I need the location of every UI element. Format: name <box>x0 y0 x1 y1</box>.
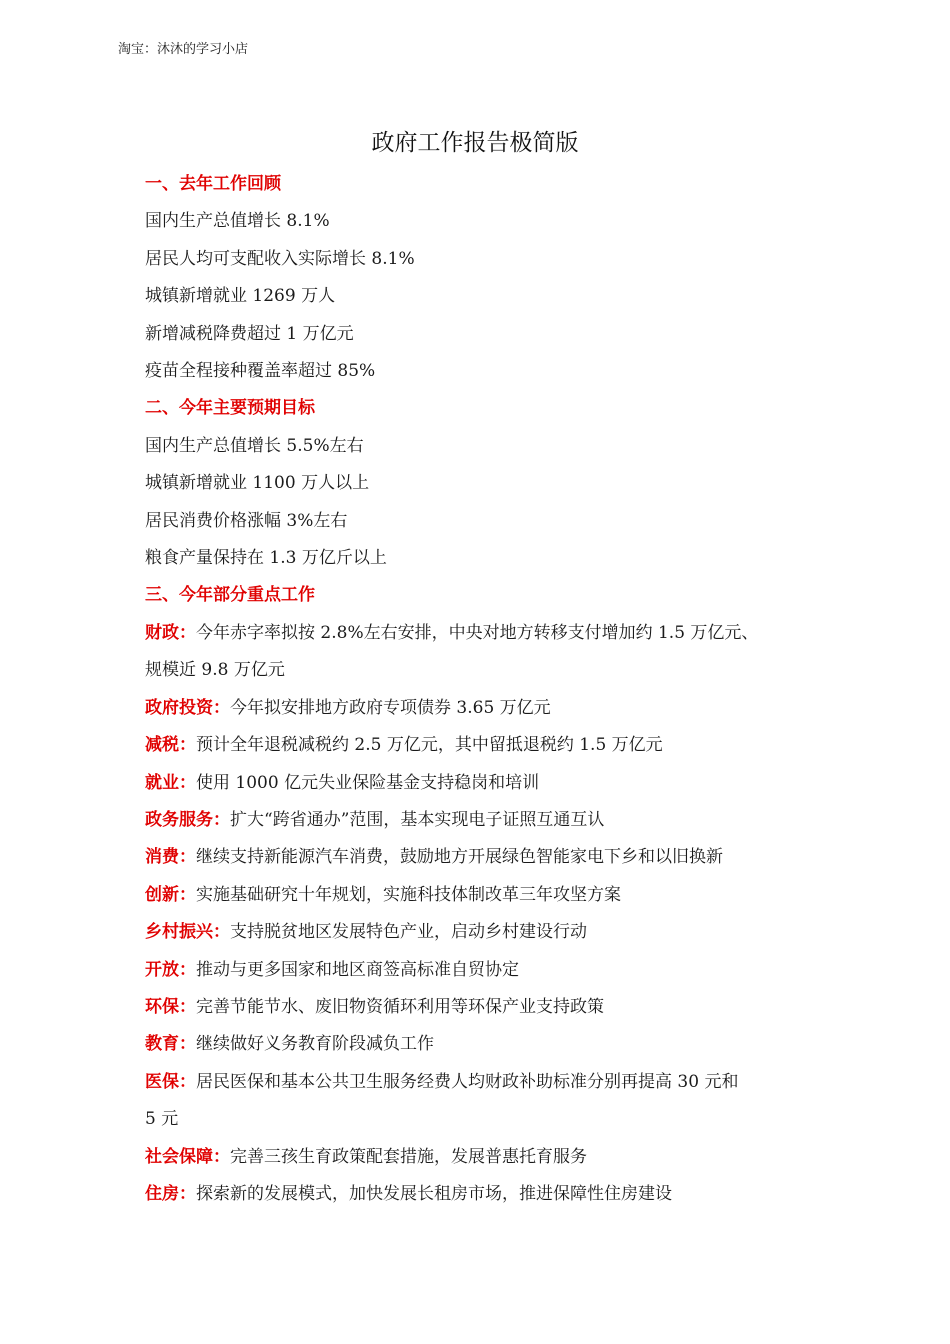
work-item-text: 完善节能节水、废旧物资循环利用等环保产业支持政策 <box>196 996 604 1017</box>
work-item-text: 支持脱贫地区发展特色产业，启动乡村建设行动 <box>230 922 587 943</box>
work-item-key: 创新： <box>145 884 196 905</box>
shop-header: 淘宝：沐沐的学习小店 <box>118 42 249 57</box>
work-item-key: 减税： <box>145 735 196 756</box>
work-item-text: 今年拟安排地方政府专项债券 3.65 万亿元 <box>230 697 551 718</box>
work-item-investment <box>145 690 825 727</box>
review-item: 疫苗全程接种覆盖率超过 85% <box>145 361 376 382</box>
work-item-environment <box>145 989 825 1026</box>
work-item-text: 今年赤字率拟按 2.8%左右安排，中央对地方转移支付增加约 1.5 万亿元、 <box>196 622 759 643</box>
target-item: 粮食产量保持在 1.3 万亿斤以上 <box>145 548 387 569</box>
work-item-text: 推动与更多国家和地区商签高标准自贸协定 <box>196 959 519 980</box>
target-item: 居民消费价格涨幅 3%左右 <box>145 510 348 531</box>
work-item-key: 就业： <box>145 772 196 793</box>
work-item-tax <box>145 727 825 764</box>
section-heading-review: 一、去年工作回顾 <box>145 174 281 194</box>
work-item-text: 居民医保和基本公共卫生服务经费人均财政补助标准分别再提高 30 元和 <box>196 1071 739 1092</box>
work-item-text: 继续做好义务教育阶段减负工作 <box>196 1034 434 1055</box>
work-item-text: 扩大“跨省通办”范围，基本实现电子证照互通互认 <box>230 809 605 830</box>
work-item-key: 社会保障： <box>145 1146 230 1167</box>
review-item: 国内生产总值增长 8.1% <box>145 211 330 232</box>
review-item: 居民人均可支配收入实际增长 8.1% <box>145 248 415 269</box>
section-heading-targets: 二、今年主要预期目标 <box>145 398 315 419</box>
work-item-text: 探索新的发展模式，加快发展长租房市场，推进保障性住房建设 <box>196 1183 672 1204</box>
section-heading-key-work: 三、今年部分重点工作 <box>145 585 315 606</box>
work-item-key: 教育： <box>145 1034 196 1055</box>
work-item-rural <box>145 914 825 951</box>
work-item-key: 住房： <box>145 1183 196 1204</box>
work-item-consumption <box>145 839 825 876</box>
work-item-key: 环保： <box>145 996 196 1017</box>
work-item-key: 政府投资： <box>145 697 230 718</box>
work-item-text: 实施基础研究十年规划，实施科技体制改革三年攻坚方案 <box>196 884 621 905</box>
work-item-text-continued: 5 元 <box>145 1109 179 1130</box>
work-item-key: 消费： <box>145 847 196 868</box>
work-item-education <box>145 1026 825 1063</box>
work-item-housing <box>145 1176 825 1213</box>
work-item-text: 继续支持新能源汽车消费，鼓励地方开展绿色智能家电下乡和以旧换新 <box>196 847 723 868</box>
work-item-medical <box>145 1064 825 1139</box>
work-item-key: 乡村振兴： <box>145 922 230 943</box>
work-item-text: 完善三孩生育政策配套措施，发展普惠托育服务 <box>230 1146 587 1167</box>
work-item-finance <box>145 615 825 690</box>
review-item: 城镇新增就业 1269 万人 <box>145 286 336 307</box>
work-item-key: 医保： <box>145 1071 196 1092</box>
document-title: 政府工作报告极简版 <box>371 130 579 156</box>
work-item-innovation <box>145 877 825 914</box>
target-item: 国内生产总值增长 5.5%左右 <box>145 435 364 456</box>
review-item: 新增减税降费超过 1 万亿元 <box>145 323 354 344</box>
work-item-key: 开放： <box>145 959 196 980</box>
work-item-employment <box>145 765 825 802</box>
work-item-key: 政务服务： <box>145 809 230 830</box>
work-item-opening <box>145 952 825 989</box>
document-body <box>145 166 825 1213</box>
work-item-text: 预计全年退税减税约 2.5 万亿元，其中留抵退税约 1.5 万亿元 <box>196 735 663 756</box>
work-item-key: 财政： <box>145 622 196 643</box>
work-item-text: 使用 1000 亿元失业保险基金支持稳岗和培训 <box>196 772 540 793</box>
target-item: 城镇新增就业 1100 万人以上 <box>145 473 370 494</box>
work-item-gov-services <box>145 802 825 839</box>
work-item-social-security <box>145 1139 825 1176</box>
work-item-text-continued: 规模近 9.8 万亿元 <box>145 660 285 681</box>
